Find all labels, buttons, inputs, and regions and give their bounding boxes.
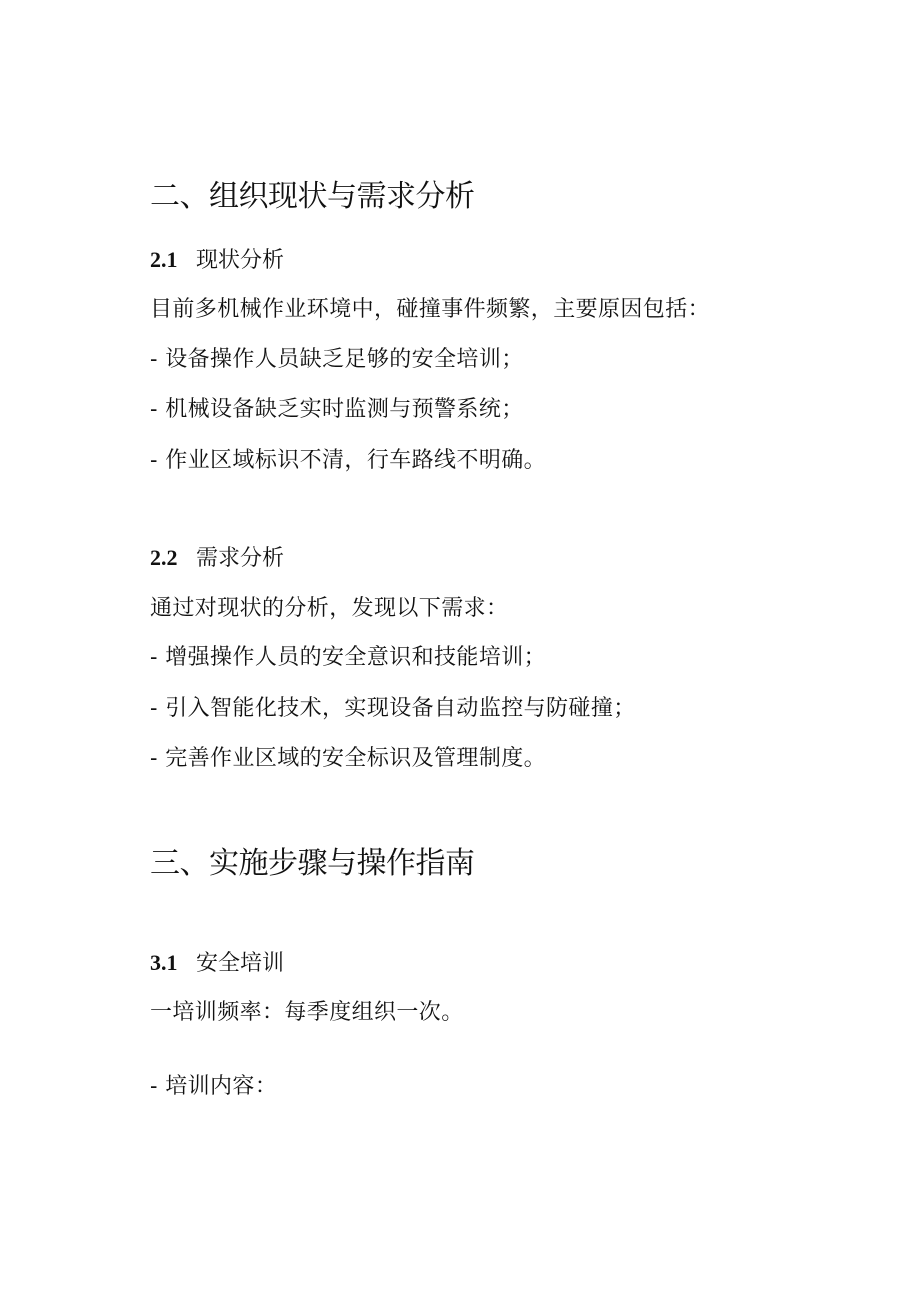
subsection-title: 现状分析 — [196, 248, 285, 273]
list-item: - 增强操作人员的安全意识和技能培训； — [150, 645, 547, 670]
subsection-number: 2.1 — [150, 247, 178, 272]
list-item: - 机械设备缺乏实时监测与预警系统； — [150, 397, 524, 422]
paragraph: 通过对现状的分析，发现以下需求： — [150, 596, 509, 621]
list-item: - 引入智能化技术，实现设备自动监控与防碰撞； — [150, 696, 636, 721]
list-item: - 设备操作人员缺乏足够的安全培训； — [150, 347, 524, 372]
list-item: - 培训内容： — [150, 1074, 278, 1099]
paragraph: 目前多机械作业环境中，碰撞事件频繁，主要原因包括： — [150, 297, 711, 322]
list-item: 一培训频率：每季度组织一次。 — [150, 1000, 464, 1025]
section-3-heading: 三、实施步骤与操作指南 — [150, 846, 475, 881]
list-item: - 完善作业区域的安全标识及管理制度。 — [150, 746, 547, 771]
list-item: - 作业区域标识不清，行车路线不明确。 — [150, 448, 547, 473]
subsection-number: 2.2 — [150, 545, 178, 570]
subsection-2-1-heading — [150, 245, 284, 276]
subsection-3-1-heading — [150, 948, 284, 979]
subsection-title: 需求分析 — [196, 546, 285, 571]
section-2-heading: 二、组织现状与需求分析 — [150, 179, 475, 214]
subsection-title: 安全培训 — [196, 951, 285, 976]
subsection-number: 3.1 — [150, 950, 178, 975]
subsection-2-2-heading — [150, 543, 284, 574]
